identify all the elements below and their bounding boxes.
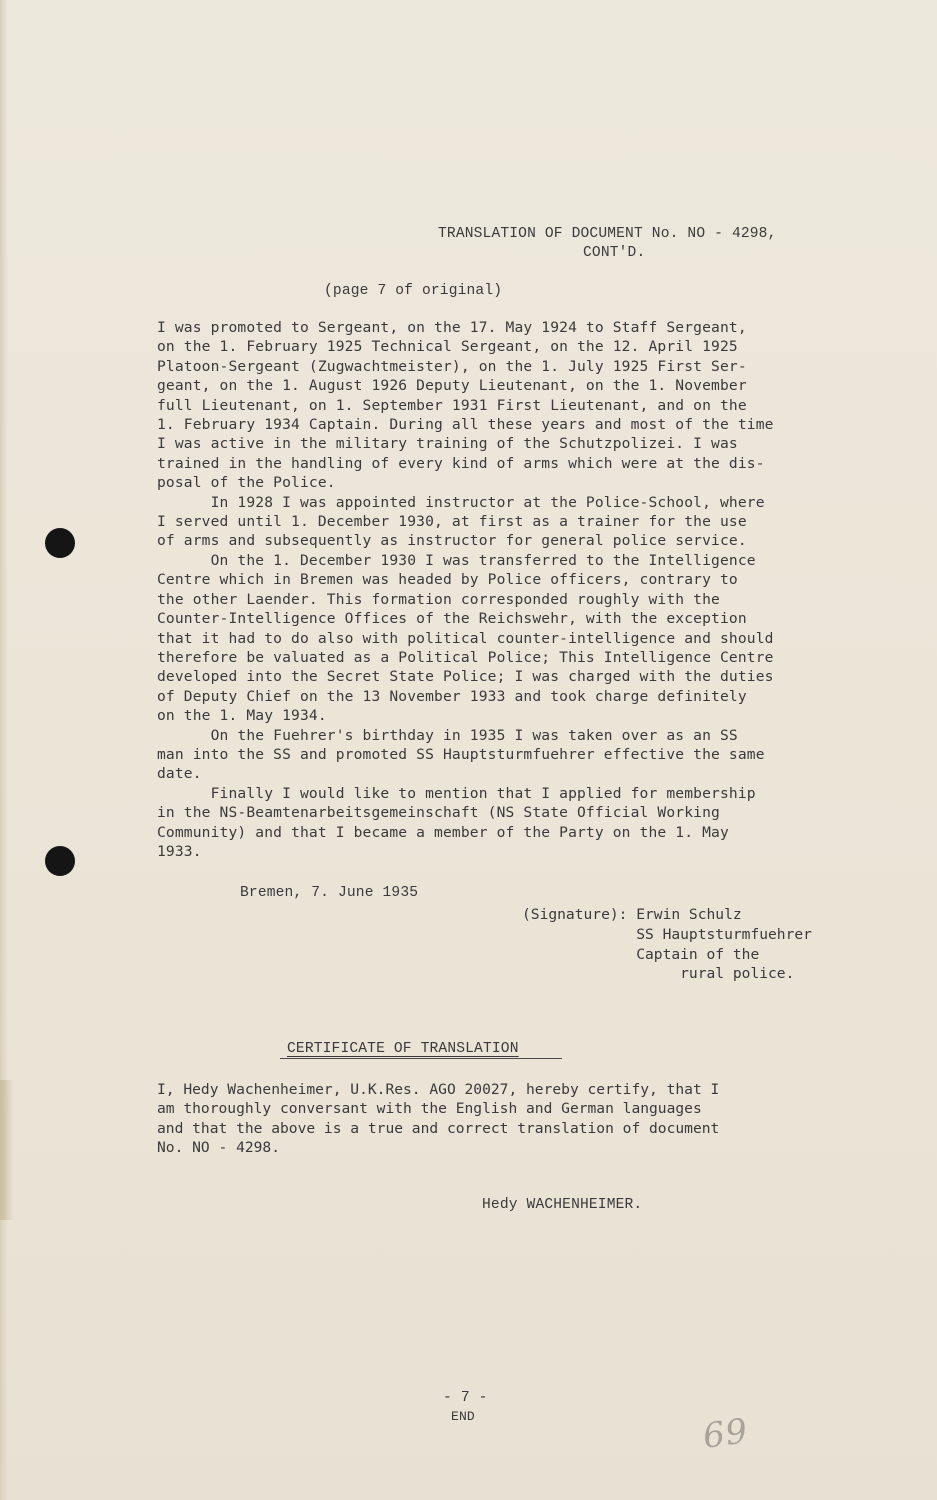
document-title-continued: CONT'D.	[583, 245, 646, 261]
page-number: - 7 -	[443, 1390, 488, 1406]
certificate-title-rule	[280, 1058, 562, 1059]
signature-block: (Signature): Erwin Schulz SS Hauptsturmfuehrer Captain of the rural police.	[522, 906, 812, 983]
translator-name: Hedy WACHENHEIMER.	[482, 1197, 643, 1213]
paper-stain	[0, 1080, 14, 1220]
end-mark: END	[451, 1409, 475, 1424]
punch-hole-top	[45, 528, 75, 558]
statement-body: I was promoted to Sergeant, on the 17. May 1924 to Staff Sergeant, on the 1. February 1925 Technical Sergeant, on the 12. April 1925 Platoon-Sergeant (Zugwachtmeister), on the 1. July 1925 First Ser- geant, on the 1. August 1926 Deputy Lieutenant, on the 1. November full Lieutenant, on 1. September 1931 First Lieutenant, and on the 1. February 1934 Captain. During all these years and most of the time I was active in the military training of the Schutzpolizei. I was trained in the handling of every kind of arms which were at the dis- posal of the Police. In 1928 I was appointed instructor at the Police-School, where I served until 1. December 1930, at first as a trainer for the use of arms and subsequently as instructor for general police service. On the 1. December 1930 I was transferred to the Intelligence Centre which in Bremen was headed by Police officers, contrary to the other Laender. This formation corresponded roughly with the Counter-Intelligence Offices of the Reichswehr, with the exception that it had to do also with political counter-intelligence and should therefore be valuated as a Political Police; This Intelligence Centre developed into the Secret State Police; I was charged with the duties of Deputy Chief on the 13 November 1933 and took charge definitely on the 1. May 1934. On the Fuehrer's birthday in 1935 I was taken over as an SS man into the SS and promoted SS Hauptsturmfuehrer effective the same date. Finally I would like to mention that I applied for membership in the NS-Beamtenarbeitsgemeinschaft (NS State Official Working Community) and that I became a member of the Party on the 1. May 1933.	[157, 319, 774, 860]
pencil-page-annotation: 69	[700, 1411, 751, 1457]
certificate-title: CERTIFICATE OF TRANSLATION	[287, 1041, 519, 1057]
paper-edge	[0, 0, 8, 1500]
original-page-reference: (page 7 of original)	[324, 283, 503, 299]
certificate-text: I, Hedy Wachenheimer, U.K.Res. AGO 20027, hereby certify, that I am thoroughly conversant with the English and German languages and that the above is a true and correct translation of document No. NO - 4298.	[157, 1081, 720, 1157]
place-and-date: Bremen, 7. June 1935	[240, 885, 419, 901]
punch-hole-bottom	[45, 846, 75, 876]
document-title: TRANSLATION OF DOCUMENT No. NO - 4298,	[438, 226, 777, 242]
